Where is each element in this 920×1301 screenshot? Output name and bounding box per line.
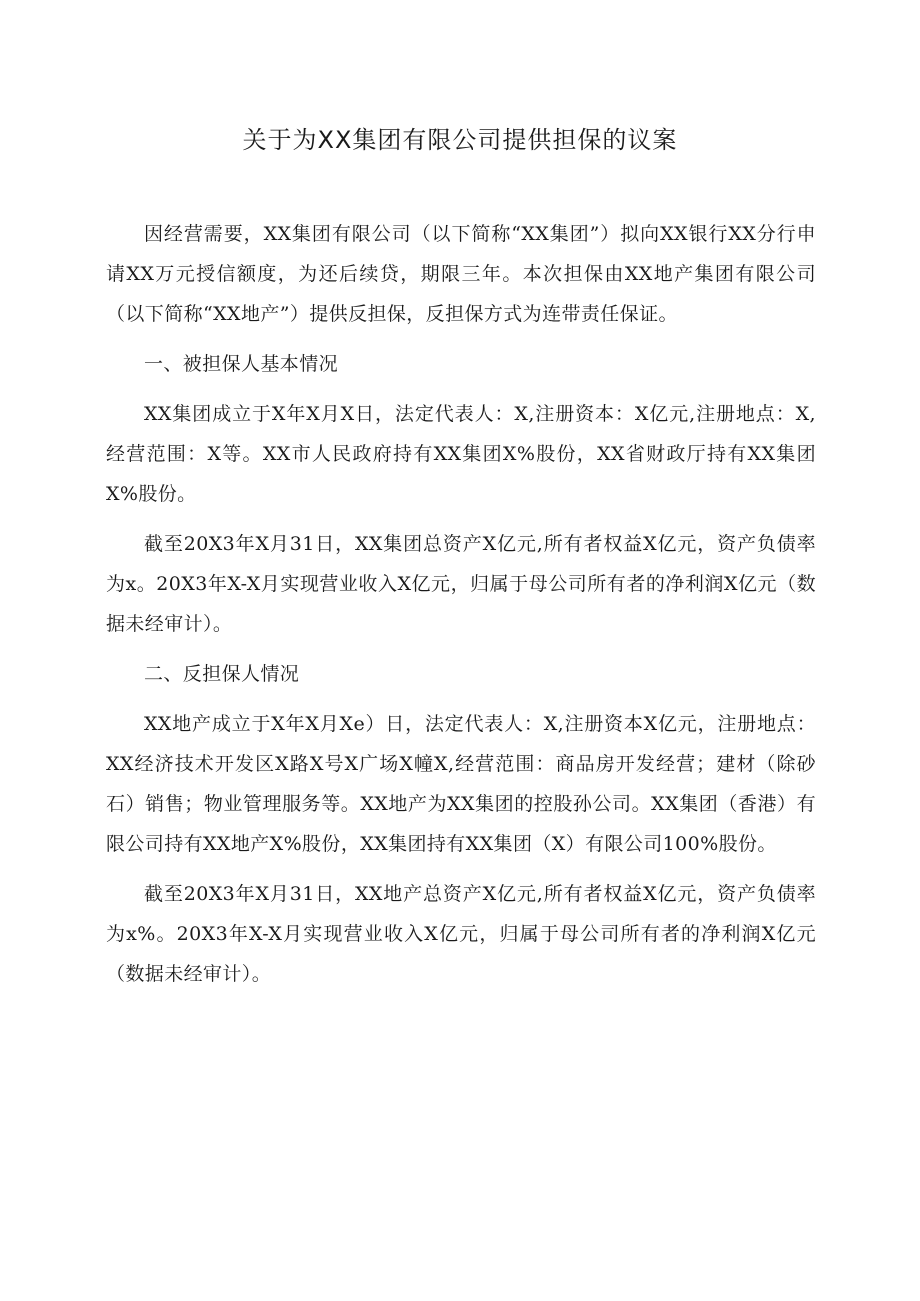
document-body	[106, 214, 816, 994]
section-heading-guaranteed-party: 一、被担保人基本情况	[144, 353, 339, 375]
guaranteed-party-info-paragraph: XX集团成立于X年X月X日，法定代表人：X,注册资本：X亿元,注册地点：X,经营范围：X等。XX市人民政府持有XX集团X%股份，XX省财政厅持有XX集团X%股份。	[106, 403, 816, 505]
intro-paragraph: 因经营需要，XX集团有限公司（以下简称“XX集团”）拟向XX银行XX分行申请XX万元授信额度，为还后续贷，期限三年。本次担保由XX地产集团有限公司（以下简称“XX地产”）提供反担保，反担保方式为连带责任保证。	[106, 223, 816, 325]
counter-guarantor-financials-paragraph: 截至20X3年X月31日，XX地产总资产X亿元,所有者权益X亿元，资产负债率为x%。20X3年X-X月实现营业收入X亿元，归属于母公司所有者的净利润X亿元（数据未经审计）。	[106, 883, 816, 985]
guaranteed-party-financials-paragraph: 截至20X3年X月31日，XX集团总资产X亿元,所有者权益X亿元，资产负债率为x。20X3年X-X月实现营业收入X亿元，归属于母公司所有者的净利润X亿元（数据未经审计）。	[106, 533, 816, 635]
section-heading-counter-guarantor: 二、反担保人情况	[144, 663, 300, 685]
counter-guarantor-info-paragraph: XX地产成立于X年X月Xe）日，法定代表人：X,注册资本X亿元，注册地点：XX经济技术开发区X路X号X广场X幢X,经营范围：商品房开发经营；建材（除砂石）销售；物业管理服务等。XX地产为XX集团的控股孙公司。XX集团（香港）有限公司持有XX地产X%股份，XX集团持有XX集团（X）有限公司100%股份。	[106, 713, 816, 855]
document-title: 关于为XX集团有限公司提供担保的议案	[242, 126, 678, 154]
